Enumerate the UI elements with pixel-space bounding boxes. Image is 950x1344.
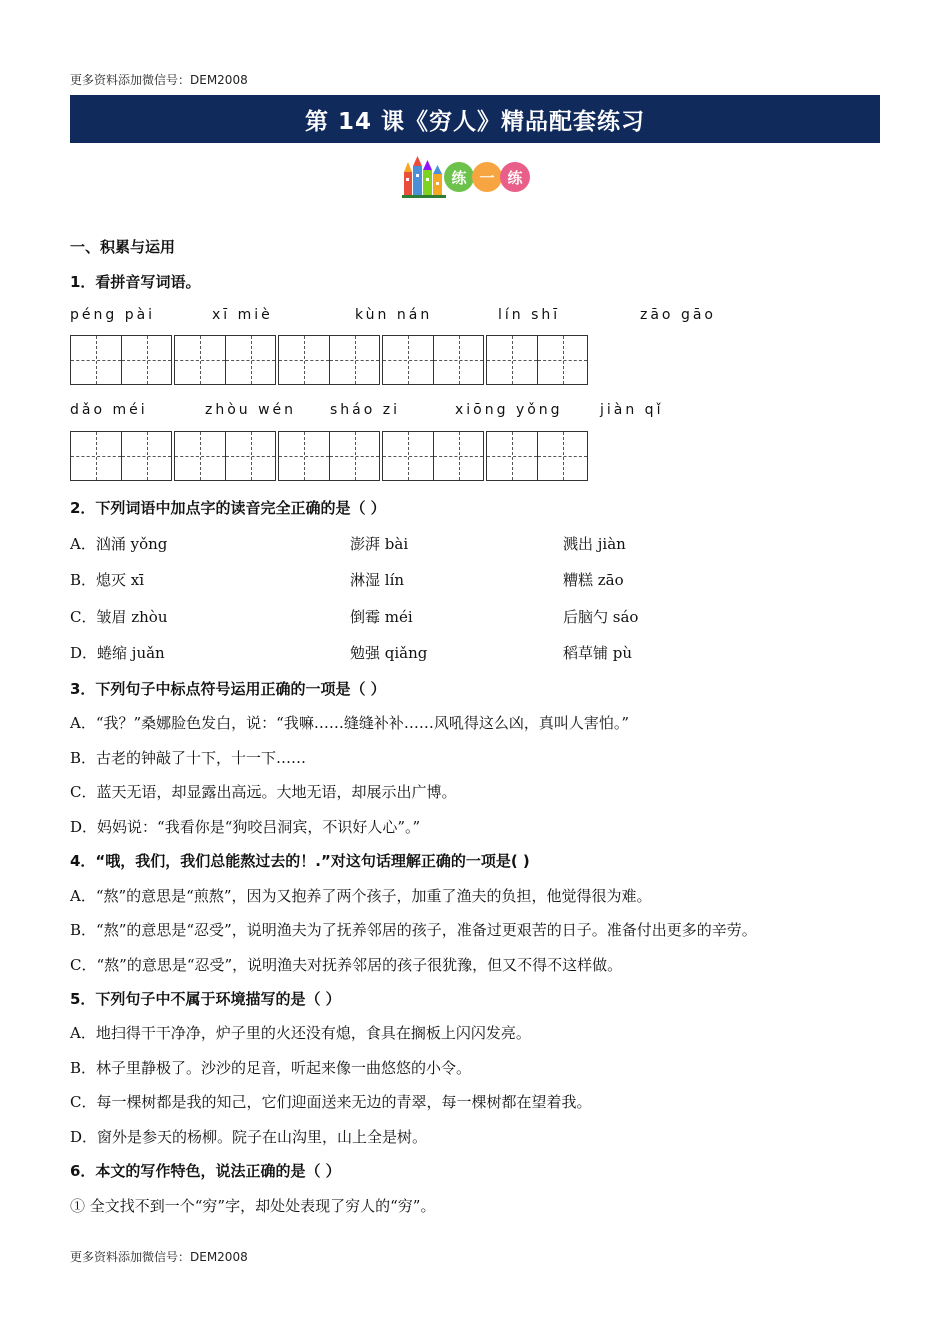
q3-prompt: 3．下列句子中标点符号运用正确的一项是（ ） bbox=[70, 680, 386, 698]
q2-option: 淋湿 lín bbox=[350, 571, 405, 589]
writing-grid[interactable] bbox=[382, 335, 484, 385]
colorful-towers-icon bbox=[402, 156, 446, 198]
badge-char-3: 练 bbox=[500, 162, 530, 192]
writing-grid[interactable] bbox=[70, 431, 172, 481]
q5-option: C．每一棵树都是我的知己，它们迎面送来无边的青翠，每一棵树都在望着我。 bbox=[70, 1093, 592, 1111]
header-note: 更多资料添加微信号：DEM2008 bbox=[70, 73, 248, 87]
q2-option: 勉强 qiǎng bbox=[350, 644, 428, 662]
badge-char-2: 一 bbox=[472, 162, 502, 192]
q5-option: B．林子里静极了。沙沙的足音，听起来像一曲悠悠的小令。 bbox=[70, 1059, 472, 1077]
pinyin-label: xī miè bbox=[212, 307, 273, 323]
q6-option: ① 全文找不到一个“穷”字，却处处表现了穷人的“穷”。 bbox=[70, 1197, 436, 1215]
q2-option: 后脑勺 sáo bbox=[563, 608, 639, 626]
q5-option: A．地扫得干干净净，炉子里的火还没有熄，食具在搁板上闪闪发亮。 bbox=[70, 1024, 531, 1042]
practice-badge bbox=[402, 152, 534, 198]
pinyin-label: zhòu wén bbox=[205, 402, 297, 418]
q2-option: 溅出 jiàn bbox=[563, 535, 626, 553]
q2-option: 澎湃 bài bbox=[350, 535, 409, 553]
footer-note: 更多资料添加微信号：DEM2008 bbox=[70, 1250, 248, 1264]
q4-option: B．“熬”的意思是“忍受”，说明渔夫为了抚养邻居的孩子，准备过更艰苦的日子。准备付出更多的辛劳。 bbox=[70, 921, 757, 939]
q2-option: C．皱眉 zhòu bbox=[70, 608, 168, 626]
q5-option: D．窗外是参天的杨柳。院子在山沟里，山上全是树。 bbox=[70, 1128, 428, 1146]
pinyin-label: jiàn qǐ bbox=[600, 402, 664, 418]
pinyin-label: zāo gāo bbox=[640, 307, 716, 323]
q4-prompt: 4．“哦，我们，我们总能熬过去的！.”对这句话理解正确的一项是( ) bbox=[70, 852, 530, 870]
q3-option: C．蓝天无语，却显露出高远。大地无语，却展示出广博。 bbox=[70, 783, 457, 801]
q1-prompt: 1．看拼音写词语。 bbox=[70, 273, 201, 291]
q4-option: C．“熬”的意思是“忍受”，说明渔夫对抚养邻居的孩子很犹豫，但又不得不这样做。 bbox=[70, 956, 623, 974]
q2-option: 倒霉 méi bbox=[350, 608, 413, 626]
q2-option: 糟糕 zāo bbox=[563, 571, 624, 589]
pinyin-label: kùn nán bbox=[355, 307, 433, 323]
q3-option: B．古老的钟敲了十下，十一下…… bbox=[70, 749, 307, 767]
pinyin-label: dǎo méi bbox=[70, 402, 148, 418]
q2-option: D．蜷缩 juǎn bbox=[70, 644, 165, 662]
q2-option: B．熄灭 xī bbox=[70, 571, 145, 589]
q4-option: A．“熬”的意思是“煎熬”，因为又抱养了两个孩子，加重了渔夫的负担，他觉得很为难。 bbox=[70, 887, 652, 905]
pinyin-label: sháo zi bbox=[330, 402, 400, 418]
writing-grid[interactable] bbox=[70, 335, 172, 385]
pinyin-label: péng pài bbox=[70, 307, 156, 323]
section-heading: 一、积累与运用 bbox=[70, 238, 176, 256]
q2-option: 稻草铺 pù bbox=[563, 644, 633, 662]
q2-option: A．汹涌 yǒng bbox=[70, 535, 168, 553]
writing-grid[interactable] bbox=[382, 431, 484, 481]
q5-prompt: 5．下列句子中不属于环境描写的是（ ） bbox=[70, 990, 341, 1008]
q3-option: A．“我？”桑娜脸色发白，说：“我嘛……缝缝补补……风吼得这么凶，真叫人害怕。” bbox=[70, 714, 630, 732]
q6-prompt: 6．本文的写作特色，说法正确的是（ ） bbox=[70, 1162, 341, 1180]
badge-char-1: 练 bbox=[444, 162, 474, 192]
writing-grid[interactable] bbox=[278, 335, 380, 385]
writing-grid[interactable] bbox=[486, 431, 588, 481]
writing-grid[interactable] bbox=[278, 431, 380, 481]
writing-grid[interactable] bbox=[174, 335, 276, 385]
page-title: 第 14 课《穷人》精品配套练习 bbox=[70, 95, 880, 143]
pinyin-label: xiōng yǒng bbox=[455, 402, 563, 418]
pinyin-label: lín shī bbox=[498, 307, 561, 323]
q3-option: D．妈妈说：“我看你是“狗咬吕洞宾，不识好人心”。” bbox=[70, 818, 421, 836]
q2-prompt: 2．下列词语中加点字的读音完全正确的是（ ） bbox=[70, 499, 386, 517]
writing-grid[interactable] bbox=[174, 431, 276, 481]
writing-grid[interactable] bbox=[486, 335, 588, 385]
